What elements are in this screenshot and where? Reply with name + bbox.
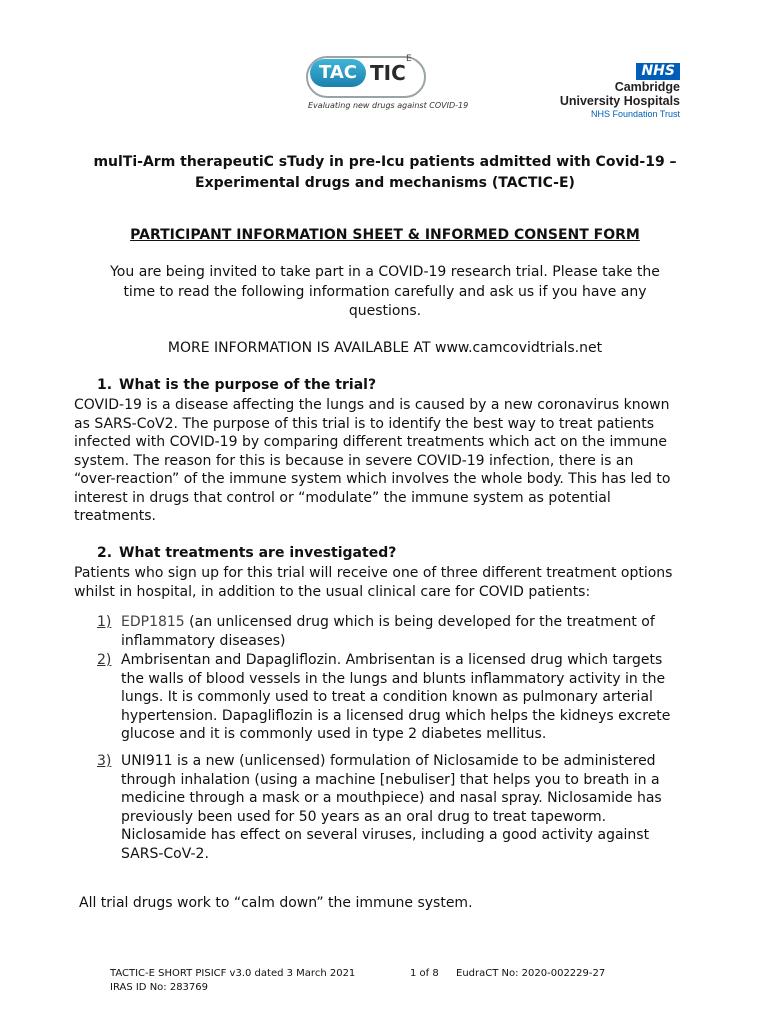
invite-line3: questions.	[348, 303, 422, 319]
tactic-logo-tic: TIC	[370, 61, 406, 85]
treatment-item-line: UNI911 is a new (unlicensed) formulation of Niclosamide to be administered	[121, 753, 656, 769]
treatment-item-line: lungs. It is commonly used to treat a condition known as pulmonary arterial	[121, 689, 653, 705]
treatment-item-text	[121, 651, 687, 744]
invite-text	[80, 263, 690, 322]
treatment-item-line: medicine through a mask or a mouthpiece) and nasal spray. Niclosamide has	[121, 790, 662, 806]
section2-body	[74, 564, 694, 601]
nhs-university-hospitals: University Hospitals	[559, 94, 680, 108]
treatment-item-text	[121, 613, 687, 650]
treatment-item-number: 3)	[97, 753, 112, 769]
tactic-logo	[302, 52, 469, 124]
tactic-logo-tagline: Evaluating new drugs against COVID-19	[308, 101, 469, 110]
nhs-badge: NHS	[636, 63, 680, 80]
section2-line: whilst in hospital, in addition to the usual clinical care for COVID patients:	[74, 583, 591, 600]
treatment-item-3	[97, 752, 687, 866]
footer-page-number: 1 of 8	[410, 968, 439, 979]
section2-heading-text: What treatments are investigated?	[119, 545, 397, 561]
section1-line: infected with COVID-19 by comparing different treatments which act on the immune	[74, 434, 667, 450]
treatment-item-line: glucose and it is commonly used in type 2 diabetes mellitus.	[121, 726, 547, 742]
section1-line: “over-reaction” of the immune system which involves the whole body. This has led to	[74, 471, 671, 487]
more-info-text: MORE INFORMATION IS AVAILABLE AT www.camcovidtrials.net	[167, 340, 603, 356]
treatment-item-number: 1)	[97, 614, 112, 630]
section1-line: interest in drugs that control or “modulate” the immune system as potential	[74, 489, 611, 506]
treatment-item-line: inflammatory diseases)	[121, 632, 286, 649]
study-title	[60, 152, 710, 194]
nhs-cambridge: Cambridge	[614, 80, 680, 94]
nhs-logo	[510, 60, 680, 120]
section1-line: COVID-19 is a disease affecting the lungs and is caused by a new coronavirus known	[74, 397, 670, 413]
treatment-item-line: Ambrisentan and Dapagliflozin. Ambrisentan is a licensed drug which targets	[121, 652, 663, 668]
section2-line: Patients who sign up for this trial will receive one of three different treatment options	[74, 565, 673, 581]
section1-body	[74, 396, 694, 526]
section1-heading	[97, 377, 376, 393]
section1-line: as SARS-CoV2. The purpose of this trial is to identify the best way to treat patients	[74, 415, 655, 432]
form-title: PARTICIPANT INFORMATION SHEET & INFORMED CONSENT FORM	[130, 227, 640, 243]
treatment-item-2	[97, 651, 687, 746]
nhs-foundation-trust: NHS Foundation Trust	[590, 109, 680, 119]
footer-iras-id: IRAS ID No: 283769	[110, 982, 209, 993]
tactic-logo-sup: E	[406, 54, 412, 64]
treatment-item-line: Niclosamide has effect on several viruses, including a good activity against	[121, 827, 650, 843]
treatment-item-line: previously been used for 50 years as an oral drug to treat tapeworm.	[121, 808, 607, 825]
section1-line: treatments.	[74, 508, 156, 524]
treatment-item-line: hypertension. Dapagliflozin is a licensed drug which helps the kidneys excrete	[121, 707, 671, 724]
treatment-item-line: SARS-CoV-2.	[121, 845, 209, 862]
treatment-item-line: through inhalation (using a machine [nebuliser] that helps you to breath in a	[121, 771, 660, 788]
invite-line1: You are being invited to take part in a COVID-19 research trial. Please take the	[110, 264, 660, 280]
treatment-item-line: the walls of blood vessels in the lungs and blunts inflammatory activity in the	[121, 670, 666, 687]
study-title-line2: Experimental drugs and mechanisms (TACTIC-E)	[195, 175, 575, 191]
treatment-item-text	[121, 752, 687, 863]
treatment-item-line: (an unlicensed drug which is being developed for the treatment of	[184, 614, 655, 630]
section1-line: system. The reason for this is because in severe COVID-19 infection, there is an	[74, 452, 634, 469]
closing-text: All trial drugs work to “calm down” the immune system.	[79, 895, 473, 911]
treatment-item-lead: EDP1815	[121, 614, 185, 630]
treatment-item-1	[97, 613, 687, 651]
treatment-item-number: 2)	[97, 652, 112, 668]
section1-number: 1.	[97, 377, 113, 393]
study-title-line1: mulTi-Arm therapeutiC sTudy in pre-Icu patients admitted with Covid-19 –	[93, 154, 677, 170]
section1-heading-text: What is the purpose of the trial?	[119, 377, 377, 393]
section2-number: 2.	[97, 545, 113, 561]
invite-line2: time to read the following information carefully and ask us if you have any	[123, 283, 647, 300]
footer-document-version: TACTIC-E SHORT PISICF v3.0 dated 3 March 2021	[110, 968, 356, 979]
footer-eudract: EudraCT No: 2020-002229-27	[456, 968, 606, 979]
tactic-logo-tac: TAC	[310, 59, 366, 87]
section2-heading	[97, 545, 396, 561]
